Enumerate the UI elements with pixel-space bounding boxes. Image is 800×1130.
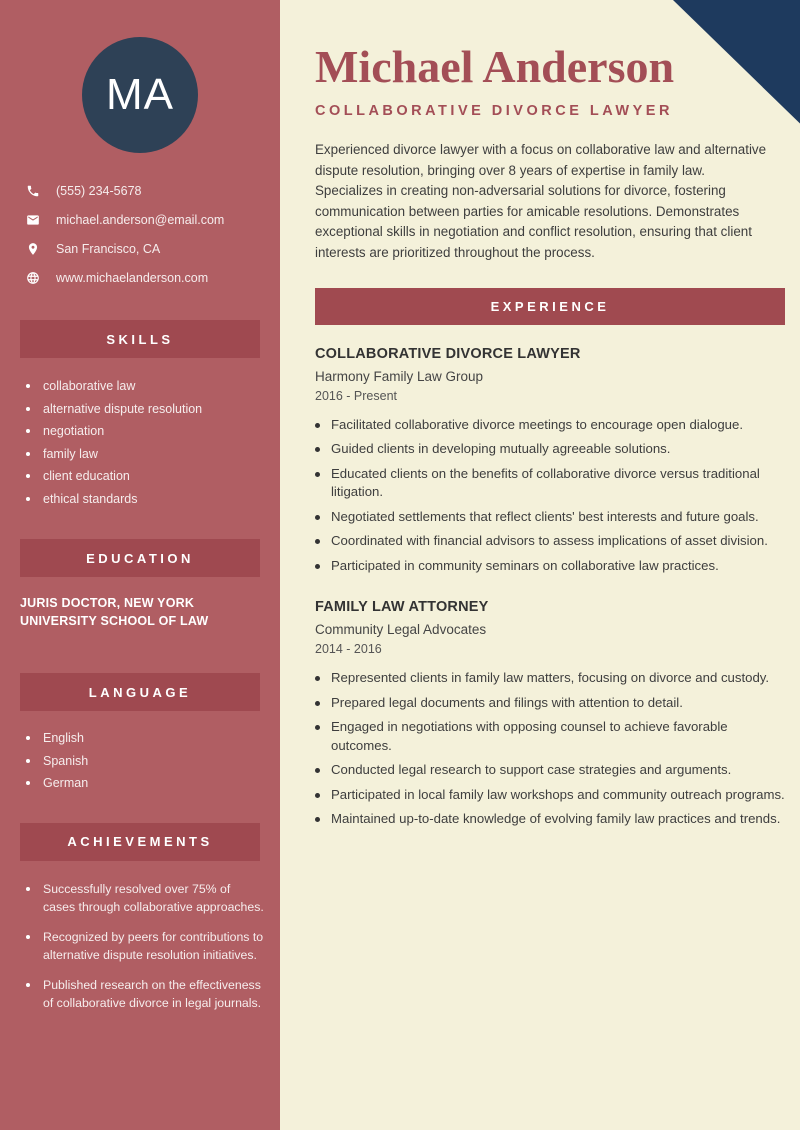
bullet-icon	[26, 407, 30, 411]
skill-label: family law	[43, 446, 98, 461]
bullet-icon	[26, 935, 30, 939]
contact-email	[26, 210, 280, 230]
bullet-icon	[26, 474, 30, 478]
skill-label: ethical standards	[43, 491, 138, 506]
list-item	[26, 420, 264, 443]
list-item	[26, 772, 264, 795]
bullet-text: Guided clients in developing mutually agreeable solutions.	[331, 441, 671, 457]
list-item	[315, 694, 785, 713]
avatar	[82, 37, 198, 153]
bullet-text: Participated in local family law workshops and community outreach programs.	[331, 786, 785, 802]
job-company: Harmony Family Law Group	[315, 368, 484, 384]
list-item	[315, 810, 785, 829]
list-item	[315, 786, 785, 805]
job-dates: 2016 - Present	[315, 388, 397, 403]
job-title: FAMILY LAW ATTORNEY	[315, 599, 489, 616]
bullet-text: Maintained up-to-date knowledge of evolving family law practices and trends.	[331, 811, 781, 827]
bullet-icon	[315, 472, 320, 477]
location-text: San Francisco, CA	[56, 242, 161, 256]
bullet-text: Educated clients on the benefits of collaborative divorce versus traditional litigation.	[331, 465, 760, 500]
list-item	[315, 557, 785, 576]
list-item	[26, 727, 264, 750]
avatar-initials: MA	[106, 70, 174, 119]
phone-icon	[26, 184, 40, 198]
list-item	[315, 532, 785, 551]
job-bullet-list	[315, 669, 785, 829]
bullet-icon	[315, 447, 320, 452]
bullet-icon	[26, 781, 30, 785]
globe-icon	[26, 271, 40, 285]
section-header-language	[20, 673, 260, 711]
experience-entry	[315, 346, 785, 576]
bullet-icon	[315, 423, 320, 428]
job-dates: 2014 - 2016	[315, 642, 382, 657]
achievement-text: Recognized by peers for contributions to alternative dispute resolution initiatives.	[43, 929, 264, 962]
list-item	[315, 465, 785, 502]
skill-label: collaborative law	[43, 379, 136, 393]
skills-list	[0, 358, 280, 510]
job-company: Community Legal Advocates	[315, 622, 487, 638]
skill-label: client education	[43, 469, 130, 483]
section-header-achievements	[20, 823, 260, 861]
list-item	[315, 440, 785, 459]
list-item	[26, 443, 264, 466]
email-icon	[26, 213, 40, 227]
bullet-icon	[315, 676, 320, 681]
list-item	[315, 761, 785, 780]
bullet-icon	[26, 429, 30, 433]
language-label: Spanish	[43, 753, 89, 768]
list-item	[315, 416, 785, 435]
bullet-text: Participated in community seminars on collaborative law practices.	[331, 557, 719, 573]
list-item	[26, 750, 264, 773]
experience-title: EXPERIENCE	[490, 298, 610, 314]
experience-entry	[315, 599, 785, 829]
bullet-icon	[315, 725, 320, 730]
list-item	[26, 928, 264, 965]
bullet-icon	[26, 887, 30, 891]
main-content	[280, 0, 800, 1130]
professional-title: COLLABORATIVE DIVORCE LAWYER	[315, 103, 673, 119]
bullet-icon	[315, 793, 320, 798]
contact-list	[26, 181, 280, 288]
list-item	[26, 880, 264, 917]
language-label: English	[43, 731, 84, 745]
job-title: COLLABORATIVE DIVORCE LAWYER	[315, 345, 581, 362]
skill-label: negotiation	[43, 424, 105, 438]
bullet-icon	[26, 983, 30, 987]
bullet-icon	[315, 564, 320, 569]
bullet-text: Conducted legal research to support case strategies and arguments.	[331, 762, 732, 778]
bullet-icon	[26, 384, 30, 388]
list-item	[26, 398, 264, 421]
section-header-education	[20, 539, 260, 577]
bullet-text: Facilitated collaborative divorce meetings to encourage open dialogue.	[331, 416, 743, 432]
bullet-icon	[26, 759, 30, 763]
job-bullet-list	[315, 416, 785, 576]
email-address: michael.anderson@email.com	[56, 213, 225, 227]
language-title: LANGUAGE	[88, 684, 192, 700]
list-item	[315, 508, 785, 527]
list-item	[315, 718, 785, 755]
achievement-text: Published research on the effectiveness of collaborative divorce in legal journals.	[43, 977, 262, 1010]
language-label: German	[43, 776, 89, 790]
sidebar	[0, 0, 280, 1130]
website-url: www.michaelanderson.com	[56, 271, 209, 285]
list-item	[26, 375, 264, 398]
bullet-text: Engaged in negotiations with opposing counsel to achieve favorable outcomes.	[331, 719, 728, 753]
bullet-text: Represented clients in family law matters, focusing on divorce and custody.	[331, 670, 770, 686]
list-item	[26, 465, 264, 488]
bullet-icon	[315, 768, 320, 773]
bullet-icon	[315, 539, 320, 544]
skill-label: alternative dispute resolution	[43, 401, 203, 416]
phone-number: (555) 234-5678	[56, 184, 142, 198]
bullet-icon	[26, 497, 30, 501]
location-icon	[26, 242, 40, 256]
list-item	[315, 669, 785, 688]
bullet-text: Negotiated settlements that reflect clients' best interests and future goals.	[331, 508, 759, 524]
bullet-icon	[315, 701, 320, 706]
list-item	[26, 976, 264, 1013]
bullet-icon	[26, 452, 30, 456]
education-degree: JURIS DOCTOR, NEW YORK UNIVERSITY SCHOOL OF LAW	[20, 596, 209, 628]
bullet-text: Coordinated with financial advisors to assess implications of asset division.	[331, 533, 768, 549]
bullet-text: Prepared legal documents and filings with attention to detail.	[331, 694, 683, 710]
achievement-text: Successfully resolved over 75% of cases through collaborative approaches.	[43, 881, 264, 914]
achievements-list	[0, 861, 280, 1013]
language-list	[0, 711, 280, 795]
skills-title: SKILLS	[106, 331, 174, 347]
contact-phone	[26, 181, 280, 201]
bullet-icon	[26, 736, 30, 740]
education-title: EDUCATION	[86, 550, 194, 566]
summary-paragraph: Experienced divorce lawyer with a focus on collaborative law and alternative dispute resolution, bringing over 8 years of expertise in family law. Specializes in creating non-adversarial solutions for divorce, fostering communication between parties for amicable resolutions. Demonstrates exceptional skills in negotiation and conflict resolution, ensuring that client interests are prioritized throughout the process.	[315, 142, 767, 260]
section-header-skills	[20, 320, 260, 358]
bullet-icon	[315, 817, 320, 822]
contact-location	[26, 239, 280, 259]
list-item	[26, 488, 264, 511]
achievements-title: ACHIEVEMENTS	[67, 834, 213, 849]
page-title: Michael Anderson	[315, 41, 675, 92]
bullet-icon	[315, 515, 320, 520]
contact-website	[26, 268, 280, 288]
experience-section-header	[315, 288, 785, 325]
